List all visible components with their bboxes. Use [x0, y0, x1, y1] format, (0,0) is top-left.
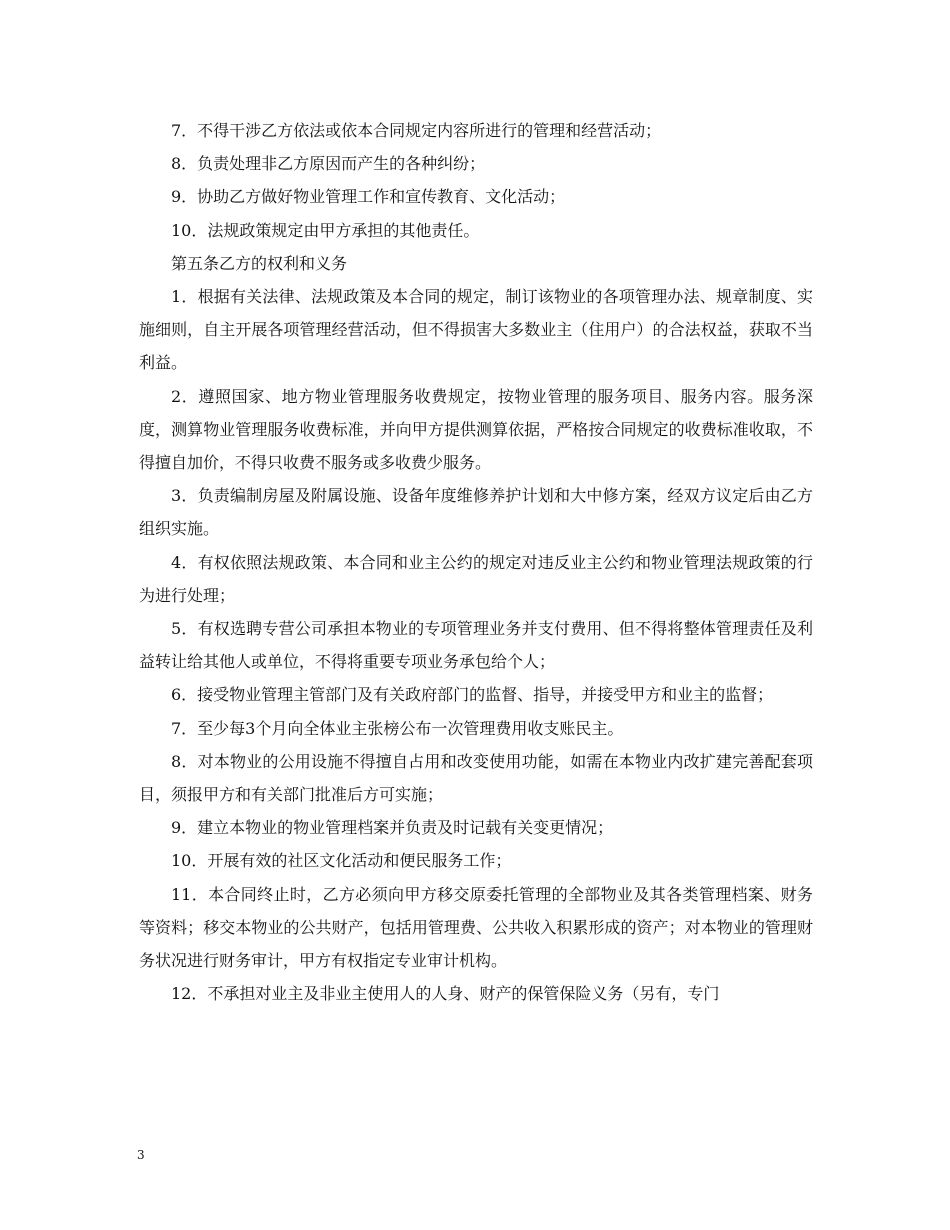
- paragraph-clause-5-10: 10．开展有效的社区文化活动和便民服务工作；: [171, 851, 512, 871]
- paragraph-clause-5-11: 11．本合同终止时，乙方必须向甲方移交原委托管理的全部物业及其各类管理档案、财务等资料；移交本物业的公共财产，包括用管理费、公共收入积累形成的资产；对本物业的管理财务状况进行财务审计，甲方有权指定专业审计机构。: [139, 884, 813, 971]
- paragraph-clause-5-8: 8．对本物业的公用设施不得擅自占用和改变使用功能，如需在本物业内改扩建完善配套项目，须报甲方和有关部门批准后方可实施；: [139, 751, 813, 805]
- page-number: 3: [137, 1148, 145, 1162]
- paragraph-clause-4-7: 7．不得干涉乙方依法或依本合同规定内容所进行的管理和经营活动；: [171, 121, 662, 140]
- paragraph-clause-5-7: 7．至少每3个月向全体业主张榜公布一次管理费用收支账民主。: [171, 718, 624, 738]
- paragraph-clause-5-12: 12．不承担对业主及非业主使用人的人身、财产的保管保险义务（另有，专门: [171, 984, 720, 1004]
- paragraph-clause-4-9: 9．协助乙方做好物业管理工作和宣传教育、文化活动；: [171, 187, 566, 207]
- paragraph-clause-5-1: 1．根据有关法律、法规政策及本合同的规定，制订该物业的各项管理办法、规章制度、实施细则，自主开展各项管理经营活动，但不得损害大多数业主（住用户）的合法权益，获取不当利益。: [139, 287, 813, 373]
- paragraph-clause-5-3: 3．负责编制房屋及附属设施、设备年度维修养护计划和大中修方案，经双方议定后由乙方组织实施。: [139, 486, 813, 539]
- document-body: [139, 114, 813, 1010]
- paragraph-clause-4-8: 8．负责处理非乙方原因而产生的各种纠纷；: [171, 154, 486, 174]
- paragraph-clause-5-9: 9．建立本物业的物业管理档案并负责及时记载有关变更情况；: [171, 818, 614, 838]
- section-heading-article-5: 第五条乙方的权利和义务: [171, 253, 348, 273]
- paragraph-clause-5-6: 6．接受物业管理主管部门及有关政府部门的监督、指导，并接受甲方和业主的监督；: [171, 685, 774, 705]
- paragraph-clause-5-4: 4．有权依照法规政策、本合同和业主公约的规定对违反业主公约和物业管理法规政策的行为进行处理；: [139, 552, 813, 605]
- paragraph-clause-5-5: 5．有权选聘专营公司承担本物业的专项管理业务并支付费用、但不得将整体管理责任及利益转让给其他人或单位，不得将重要专项业务承包给个人；: [139, 619, 813, 672]
- paragraph-clause-5-2: 2．遵照国家、地方物业管理服务收费规定，按物业管理的服务项目、服务内容。服务深度，测算物业管理服务收费标准，并向甲方提供测算依据，严格按合同规定的收费标准收取，不得擅自加价，不得只收费不服务或多收费少服务。: [139, 386, 813, 473]
- paragraph-clause-4-10: 10．法规政策规定由甲方承担的其他责任。: [171, 220, 480, 240]
